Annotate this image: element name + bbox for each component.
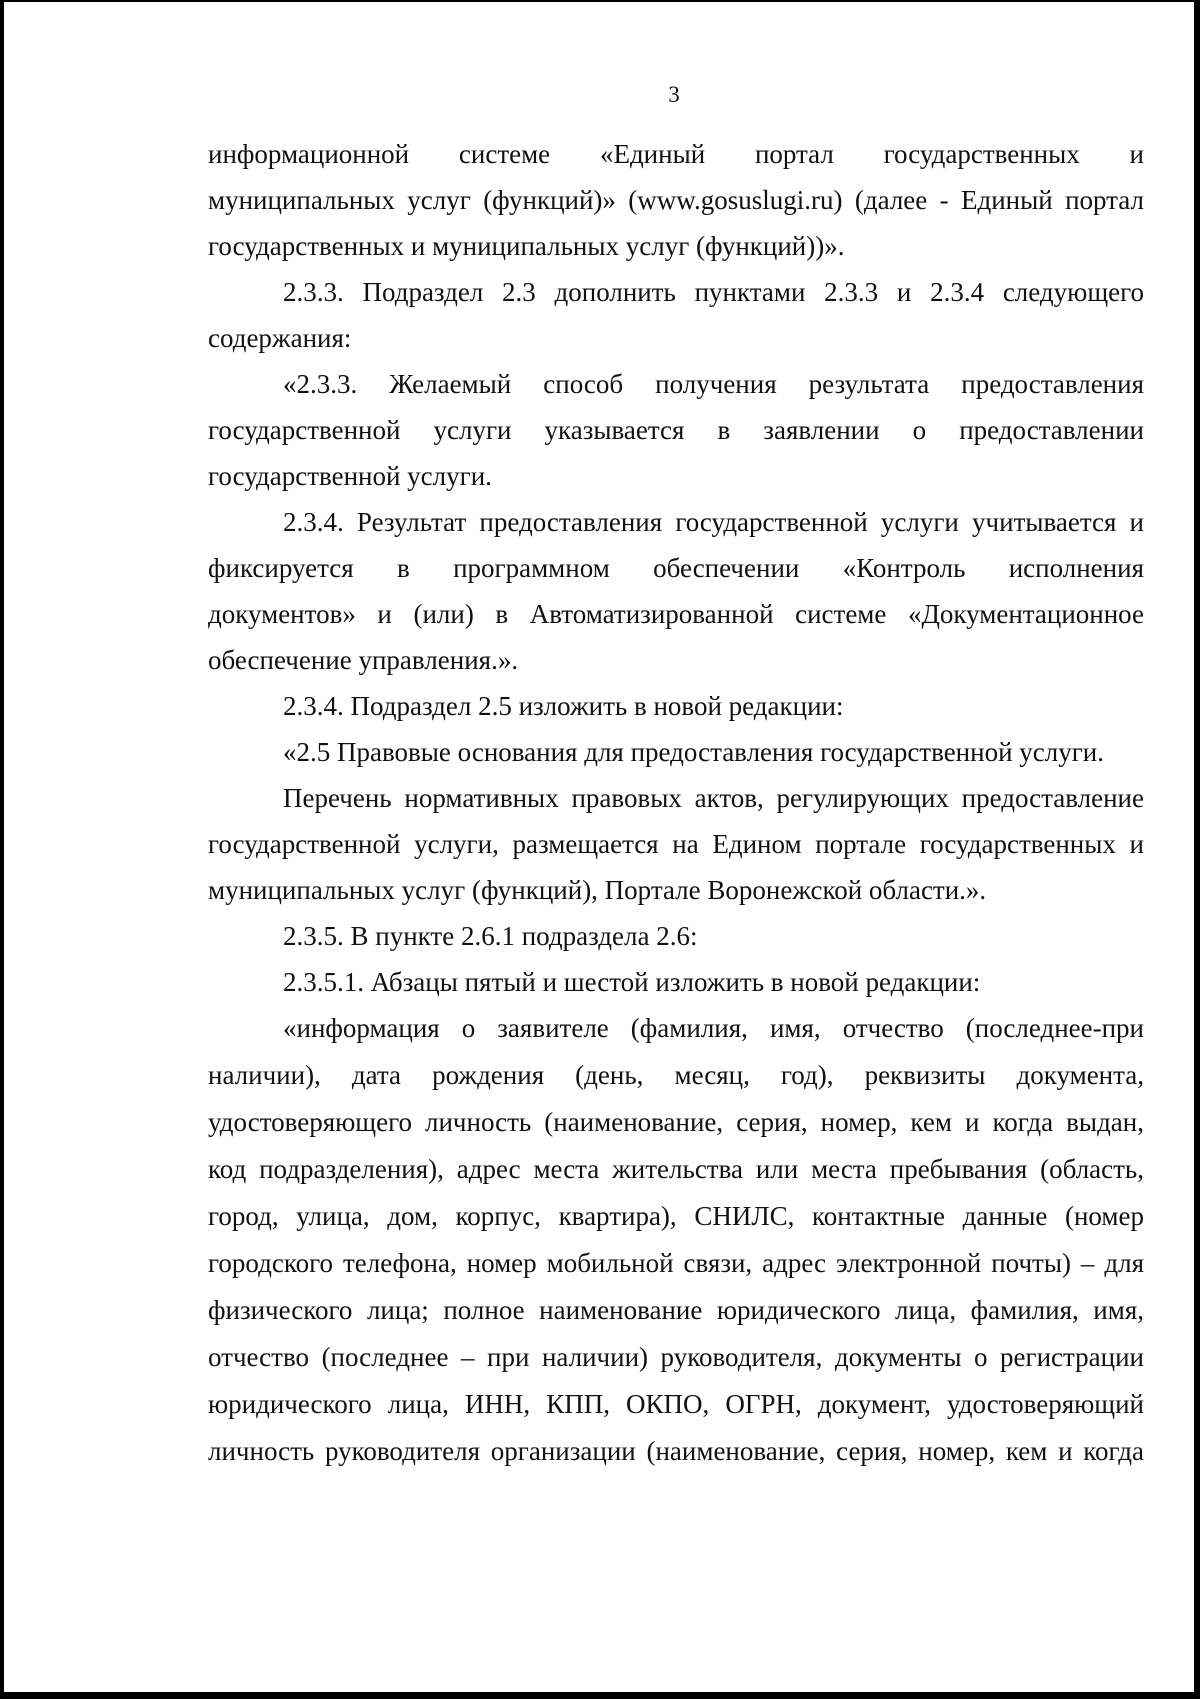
document-page <box>4 2 1194 1692</box>
text-line: 2.3.5.1. Абзацы пятый и шестой изложить в новой редакции: <box>283 967 981 997</box>
text-line: удостоверяющего личность (наименование, серия, номер, кем и когда выдан, <box>208 1107 1144 1137</box>
text-line: 2.3.4. Результат предоставления государственной услуги учитывается и <box>283 507 1144 537</box>
text-line: содержания: <box>208 323 352 353</box>
text-line: государственных и муниципальных услуг (функций))». <box>208 231 845 261</box>
text-line: государственной услуги указывается в заявлении о предоставлении <box>208 415 1144 445</box>
text-line: городского телефона, номер мобильной связи, адрес электронной почты) – для <box>208 1248 1144 1278</box>
text-line: 2.3.4. Подраздел 2.5 изложить в новой редакции: <box>283 691 844 721</box>
text-line: «информация о заявителе (фамилия, имя, отчество (последнее-при <box>283 1013 1144 1043</box>
text-line: город, улица, дом, корпус, квартира), СНИЛС, контактные данные (номер <box>208 1201 1144 1231</box>
text-line: юридического лица, ИНН, КПП, ОКПО, ОГРН, документ, удостоверяющий <box>208 1389 1144 1419</box>
text-line: 2.3.5. В пункте 2.6.1 подраздела 2.6: <box>283 921 698 951</box>
scan-border <box>1194 0 1200 1699</box>
text-line: Перечень нормативных правовых актов, регулирующих предоставление <box>283 783 1144 813</box>
text-line: «2.5 Правовые основания для предоставления государственной услуги. <box>283 737 1105 767</box>
text-line: государственной услуги, размещается на Едином портале государственных и <box>208 829 1144 859</box>
text-line: 2.3.3. Подраздел 2.3 дополнить пунктами 2.3.3 и 2.3.4 следующего <box>283 277 1144 307</box>
text-line: государственной услуги. <box>208 461 492 491</box>
text-line: документов» и (или) в Автоматизированной системе «Документационное <box>208 599 1144 629</box>
text-line: информационной системе «Единый портал государственных и <box>208 139 1144 169</box>
text-line: отчество (последнее – при наличии) руководителя, документы о регистрации <box>208 1342 1144 1372</box>
page-number: 3 <box>668 82 680 107</box>
text-line: код подразделения), адрес места жительства или места пребывания (область, <box>208 1154 1144 1184</box>
text-line: наличии), дата рождения (день, месяц, год), реквизиты документа, <box>208 1060 1144 1090</box>
text-line: физического лица; полное наименование юридического лица, фамилия, имя, <box>208 1295 1144 1325</box>
text-line: муниципальных услуг (функций)» (www.gosuslugi.ru) (далее - Единый портал <box>208 185 1144 215</box>
text-line: обеспечение управления.». <box>208 645 519 675</box>
text-line: личность руководителя организации (наименование, серия, номер, кем и когда <box>208 1436 1144 1466</box>
text-line: фиксируется в программном обеспечении «Контроль исполнения <box>208 553 1144 583</box>
text-line: «2.3.3. Желаемый способ получения результата предоставления <box>283 369 1144 399</box>
text-line: муниципальных услуг (функций), Портале Воронежской области.». <box>208 875 987 905</box>
